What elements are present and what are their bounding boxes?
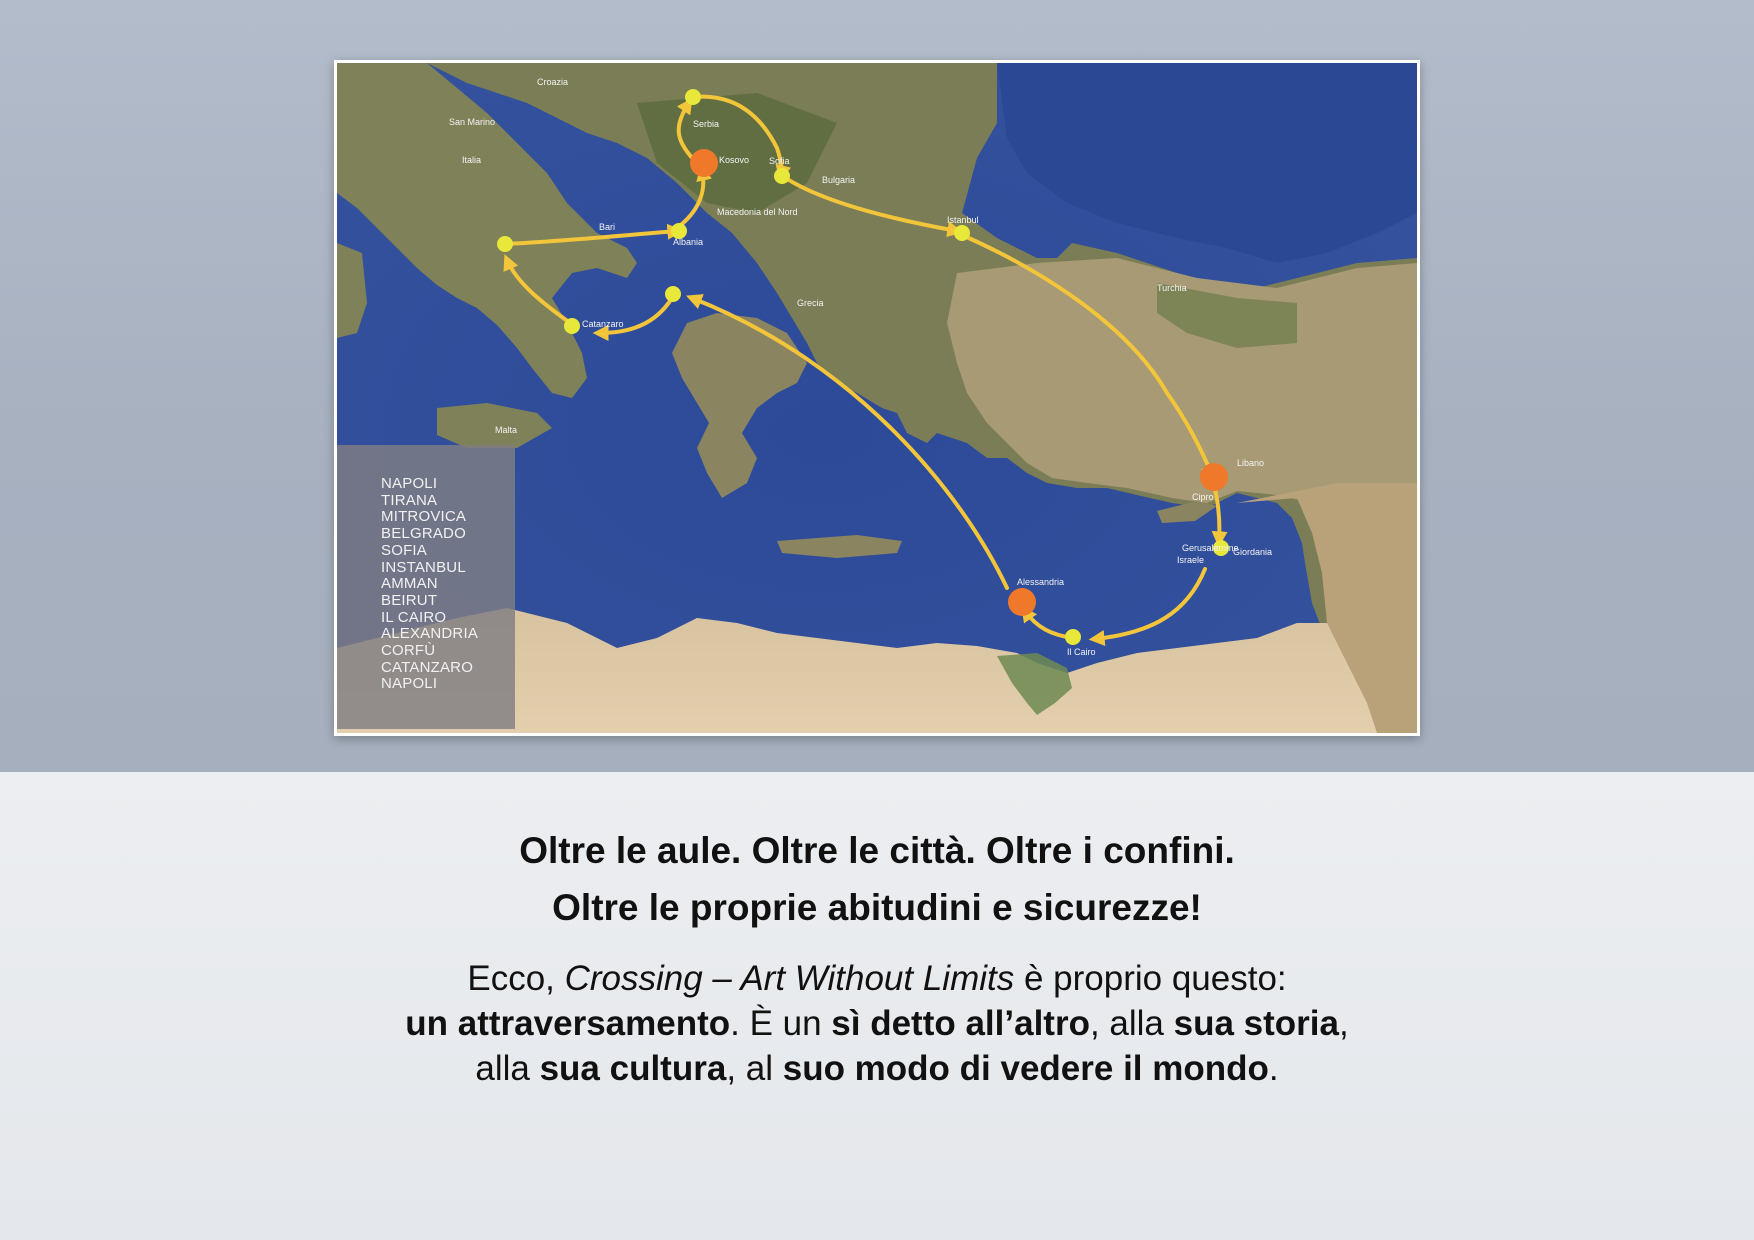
legend-item: SOFIA bbox=[381, 541, 428, 559]
label-alessandria: Alessandria bbox=[1017, 577, 1065, 587]
headline-line-2: Oltre le proprie abitudini e sicurezze! bbox=[552, 887, 1202, 928]
stop-catanzaro bbox=[564, 318, 580, 334]
body-l3-b: , al bbox=[726, 1049, 783, 1088]
body-l2-bold-3: sua storia bbox=[1173, 1004, 1339, 1043]
body-line-1 bbox=[0, 956, 1754, 1001]
stop-il-cairo bbox=[1065, 629, 1081, 645]
legend-item: AMMAN bbox=[381, 575, 438, 593]
legend-item: BEIRUT bbox=[381, 591, 438, 609]
body-l3-bold-2: suo modo di vedere il mondo bbox=[782, 1049, 1269, 1088]
label-bari: Bari bbox=[599, 222, 616, 232]
stop-alexandria bbox=[1008, 588, 1036, 616]
body-l3-a: alla bbox=[475, 1049, 540, 1088]
label-giordania: Giordania bbox=[1233, 547, 1273, 557]
legend-item: BELGRADO bbox=[381, 525, 466, 543]
label-italia: Italia bbox=[462, 155, 482, 165]
legend-list bbox=[337, 445, 515, 693]
body-l2-a: . È un bbox=[730, 1004, 832, 1043]
body-l1-b: è proprio questo: bbox=[1014, 959, 1287, 998]
legend-item: NAPOLI bbox=[381, 475, 438, 492]
label-turchia: Turchia bbox=[1157, 283, 1187, 293]
stop-beirut bbox=[1200, 463, 1228, 491]
body-l2-bold-1: un attraversamento bbox=[405, 1004, 731, 1043]
label-gerusalemme: Gerusalemme bbox=[1182, 543, 1239, 553]
route-map bbox=[334, 60, 1420, 736]
body-line-3 bbox=[0, 1046, 1754, 1091]
label-croazia: Croazia bbox=[537, 77, 569, 87]
body-line-2 bbox=[0, 1001, 1754, 1046]
label-malta: Malta bbox=[495, 425, 518, 435]
legend-item: INSTANBUL bbox=[381, 558, 466, 576]
legend-item: TIRANA bbox=[381, 491, 438, 509]
body-l3-bold-1: sua cultura bbox=[539, 1049, 727, 1088]
stop-sofia bbox=[774, 168, 790, 184]
label-catanzaro: Catanzaro bbox=[582, 319, 624, 329]
label-macedonia: Macedonia del Nord bbox=[717, 207, 798, 217]
caption bbox=[0, 822, 1754, 1091]
label-israele: Israele bbox=[1177, 555, 1205, 565]
legend-item: ALEXANDRIA bbox=[381, 625, 479, 643]
legend-item: CATANZARO bbox=[381, 658, 474, 676]
project-title: Crossing – Art Without Limits bbox=[564, 959, 1015, 998]
label-grecia: Grecia bbox=[797, 298, 824, 308]
legend-item: IL CAIRO bbox=[381, 608, 447, 626]
stop-mitrovica bbox=[690, 149, 718, 177]
label-sofia: Sofia bbox=[769, 156, 790, 166]
label-albania: Albania bbox=[673, 237, 704, 247]
body-l2-b: , alla bbox=[1089, 1004, 1174, 1043]
stop-belgrado bbox=[685, 89, 701, 105]
route-legend bbox=[337, 445, 515, 729]
stop-corfu bbox=[665, 286, 681, 302]
body-l2-bold-2: sì detto all’altro bbox=[831, 1004, 1090, 1043]
label-serbia: Serbia bbox=[693, 119, 720, 129]
label-istanbul: Istanbul bbox=[947, 215, 979, 225]
legend-item: CORFÙ bbox=[381, 642, 436, 660]
body-text bbox=[0, 956, 1754, 1091]
label-il-cairo: Il Cairo bbox=[1067, 647, 1096, 657]
body-l3-c: . bbox=[1268, 1049, 1279, 1088]
label-libano: Libano bbox=[1237, 458, 1265, 468]
label-kosovo: Kosovo bbox=[719, 155, 750, 165]
legend-item: MITROVICA bbox=[381, 508, 467, 526]
headline bbox=[0, 822, 1754, 936]
legend-item: NAPOLI bbox=[381, 675, 438, 693]
stop-istanbul bbox=[954, 225, 970, 241]
label-bulgaria: Bulgaria bbox=[822, 175, 856, 185]
headline-line-1: Oltre le aule. Oltre le città. Oltre i confini. bbox=[519, 830, 1235, 871]
label-cipro: Cipro bbox=[1192, 492, 1214, 502]
body-l2-c: , bbox=[1338, 1004, 1349, 1043]
label-san-marino: San Marino bbox=[449, 117, 496, 127]
stop-napoli bbox=[497, 236, 513, 252]
body-l1-a: Ecco, bbox=[467, 959, 565, 998]
